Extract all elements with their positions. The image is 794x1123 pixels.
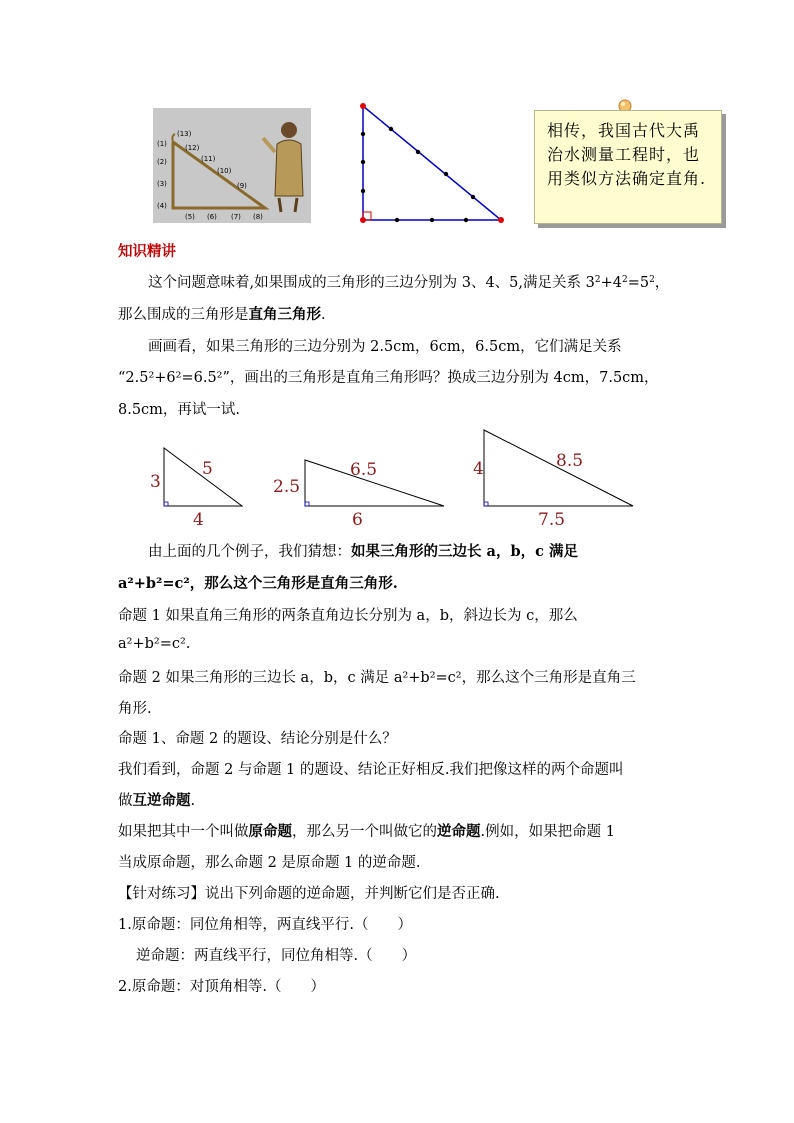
leg-label: 7.5 [538, 510, 566, 530]
rope-label: (11) [201, 155, 216, 163]
rope-label: (13) [177, 130, 192, 138]
paragraph-line: a²+b²=c²，那么这个三角形是直角三角形. [118, 575, 398, 592]
hypotenuse-label: 5 [202, 459, 213, 479]
leg-label: 4 [193, 510, 204, 530]
rope-label: (10) [217, 167, 232, 175]
question-line: 命题 1、命题 2 的题设、结论分别是什么？ [118, 731, 397, 747]
exercise-title: 【针对练习】说出下列命题的逆命题，并判断它们是否正确. [118, 886, 500, 902]
paragraph-line: 那么围成的三角形是直角三角形. [118, 306, 326, 323]
rope-label: (8) [253, 213, 263, 221]
paragraph-line: 如果把其中一个叫做原命题，那么另一个叫做它的逆命题.例如，如果把命题 1 [118, 823, 615, 840]
rope-label: (3) [157, 180, 167, 188]
exercise-1-inverse: 逆命题：两直线平行，同位角相等.（ ） [136, 948, 417, 964]
paragraph-line: 当成原命题，那么命题 2 是原命题 1 的逆命题. [118, 855, 421, 871]
rope-label: (5) [185, 213, 195, 221]
leg-label: 3 [150, 472, 161, 492]
hypotenuse-label: 6.5 [350, 460, 378, 480]
person-figure [263, 122, 303, 212]
rope-label: (9) [237, 182, 247, 190]
proposition-2: 命题 2 如果三角形的三边长 a，b，c 满足 a²+b²=c²，那么这个三角形是直角三 [118, 670, 636, 686]
triangle-4-7.5-8.5 [473, 430, 633, 530]
rope-illustration [153, 108, 311, 223]
paragraph-line: 由上面的几个例子，我们猜想：如果三角形的三边长 a，b，c 满足 [148, 543, 578, 560]
rope-label: (2) [157, 158, 167, 166]
triangle-2.5-6-6.5 [273, 460, 444, 530]
proposition-2-end: 角形. [118, 701, 152, 717]
rope-label: (1) [157, 140, 167, 148]
exercise-1: 1.原命题：同位角相等，两直线平行.（ ） [118, 917, 412, 933]
rope-label: (6) [207, 213, 217, 221]
proposition-1: 命题 1 如果直角三角形的两条直角边长分别为 a，b，斜边长为 c，那么 [118, 608, 578, 624]
note-card [534, 110, 722, 224]
leg-label: 6 [352, 510, 363, 530]
dotted-right-triangle [355, 100, 505, 226]
proposition-1-formula: a²+b²=c². [118, 636, 191, 652]
hypotenuse-label: 8.5 [556, 451, 584, 471]
triangles-figure [140, 420, 650, 530]
section-title: 知识精讲 [118, 244, 176, 260]
exercise-2: 2.原命题：对顶角相等.（ ） [118, 979, 325, 995]
rope-label: (7) [231, 213, 241, 221]
rope-label: (4) [157, 202, 167, 210]
paragraph-line: “2.5²+6²=6.5²”，画出的三角形是直角三角形吗？换成三边分别为 4cm，7.5cm， [118, 370, 659, 386]
note-text: 相传，我国古代大禹治水测量工程时，也用类似方法确定直角. [547, 121, 707, 188]
leg-label: 2.5 [273, 477, 301, 497]
rope-label: (12) [185, 144, 200, 152]
paragraph-line: 这个问题意味着,如果围成的三角形的三边分别为 3、4、5,满足关系 $3^2+4^2=5^2$， [148, 275, 670, 291]
triangle-3-4-5 [150, 448, 242, 530]
paragraph-line: 8.5cm，再试一试. [118, 402, 241, 418]
paragraph-line: 画画看，如果三角形的三边分别为 2.5cm，6cm，6.5cm，它们满足关系 [148, 339, 622, 355]
paragraph-line: 我们看到，命题 2 与命题 1 的题设、结论正好相反.我们把像这样的两个命题叫 [118, 762, 624, 778]
leg-label: 4 [473, 459, 484, 479]
paragraph-line: 做互逆命题. [118, 792, 196, 809]
